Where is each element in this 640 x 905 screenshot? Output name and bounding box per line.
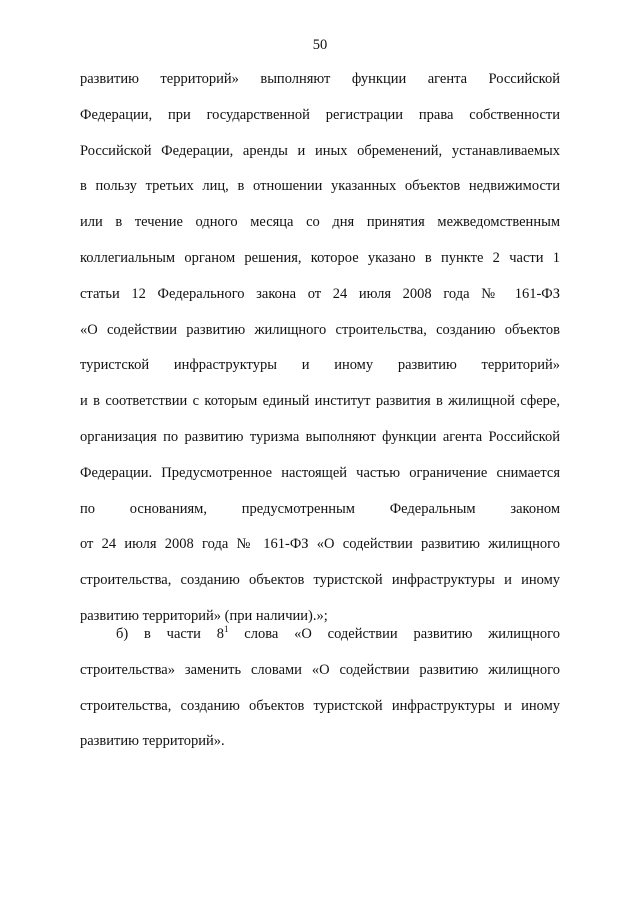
text-line: строительства» заменить словами «О содействии развитию жилищного — [80, 661, 560, 678]
text-line: коллегиальным органом решения, которое указано в пункте 2 части 1 — [80, 249, 560, 266]
text-line: в пользу третьих лиц, в отношении указанных объектов недвижимости — [80, 178, 560, 195]
text-segment: б) в части 8 — [116, 626, 224, 642]
text-line: статьи 12 Федерального закона от 24 июля 2008 года № 161-ФЗ — [80, 285, 560, 302]
text-line: организация по развитию туризма выполняют функции агента Российской — [80, 428, 560, 445]
text-line: от 24 июля 2008 года № 161-ФЗ «О содействии развитию жилищного — [80, 536, 560, 553]
text-line: строительства, созданию объектов туристской инфраструктуры и иному — [80, 572, 560, 589]
text-line-first — [80, 617, 560, 653]
text-line: «О содействии развитию жилищного строительства, созданию объектов — [80, 321, 560, 338]
text-line: развитию территорий». — [80, 733, 225, 750]
text-line: Федерации. Предусмотренное настоящей частью ограничение снимается — [80, 464, 560, 481]
text-line: туристской инфраструктуры и иному развитию территорий» — [80, 357, 560, 374]
text-line: Российской Федерации, аренды и иных обременений, устанавливаемых — [80, 142, 560, 159]
text-line: и в соответствии с которым единый институт развития в жилищной сфере, — [80, 393, 560, 410]
text-line: развитию территорий» (при наличии).»; — [80, 607, 328, 624]
text-line: строительства, созданию объектов туристской инфраструктуры и иному — [80, 697, 560, 714]
paragraph-continuation — [80, 62, 560, 635]
text-line: Федерации, при государственной регистрации права собственности — [80, 106, 560, 123]
superscript: 1 — [224, 624, 229, 635]
page-number: 50 — [312, 37, 328, 53]
text-segment: слова «О содействии развитию жилищного — [228, 626, 560, 642]
text-line: развитию территорий» выполняют функции агента Российской — [80, 71, 560, 87]
text-line: по основаниям, предусмотренным Федеральным законом — [80, 500, 560, 517]
paragraph-amendment-b — [80, 617, 560, 760]
text-line: или в течение одного месяца со дня принятия межведомственным — [80, 214, 560, 231]
